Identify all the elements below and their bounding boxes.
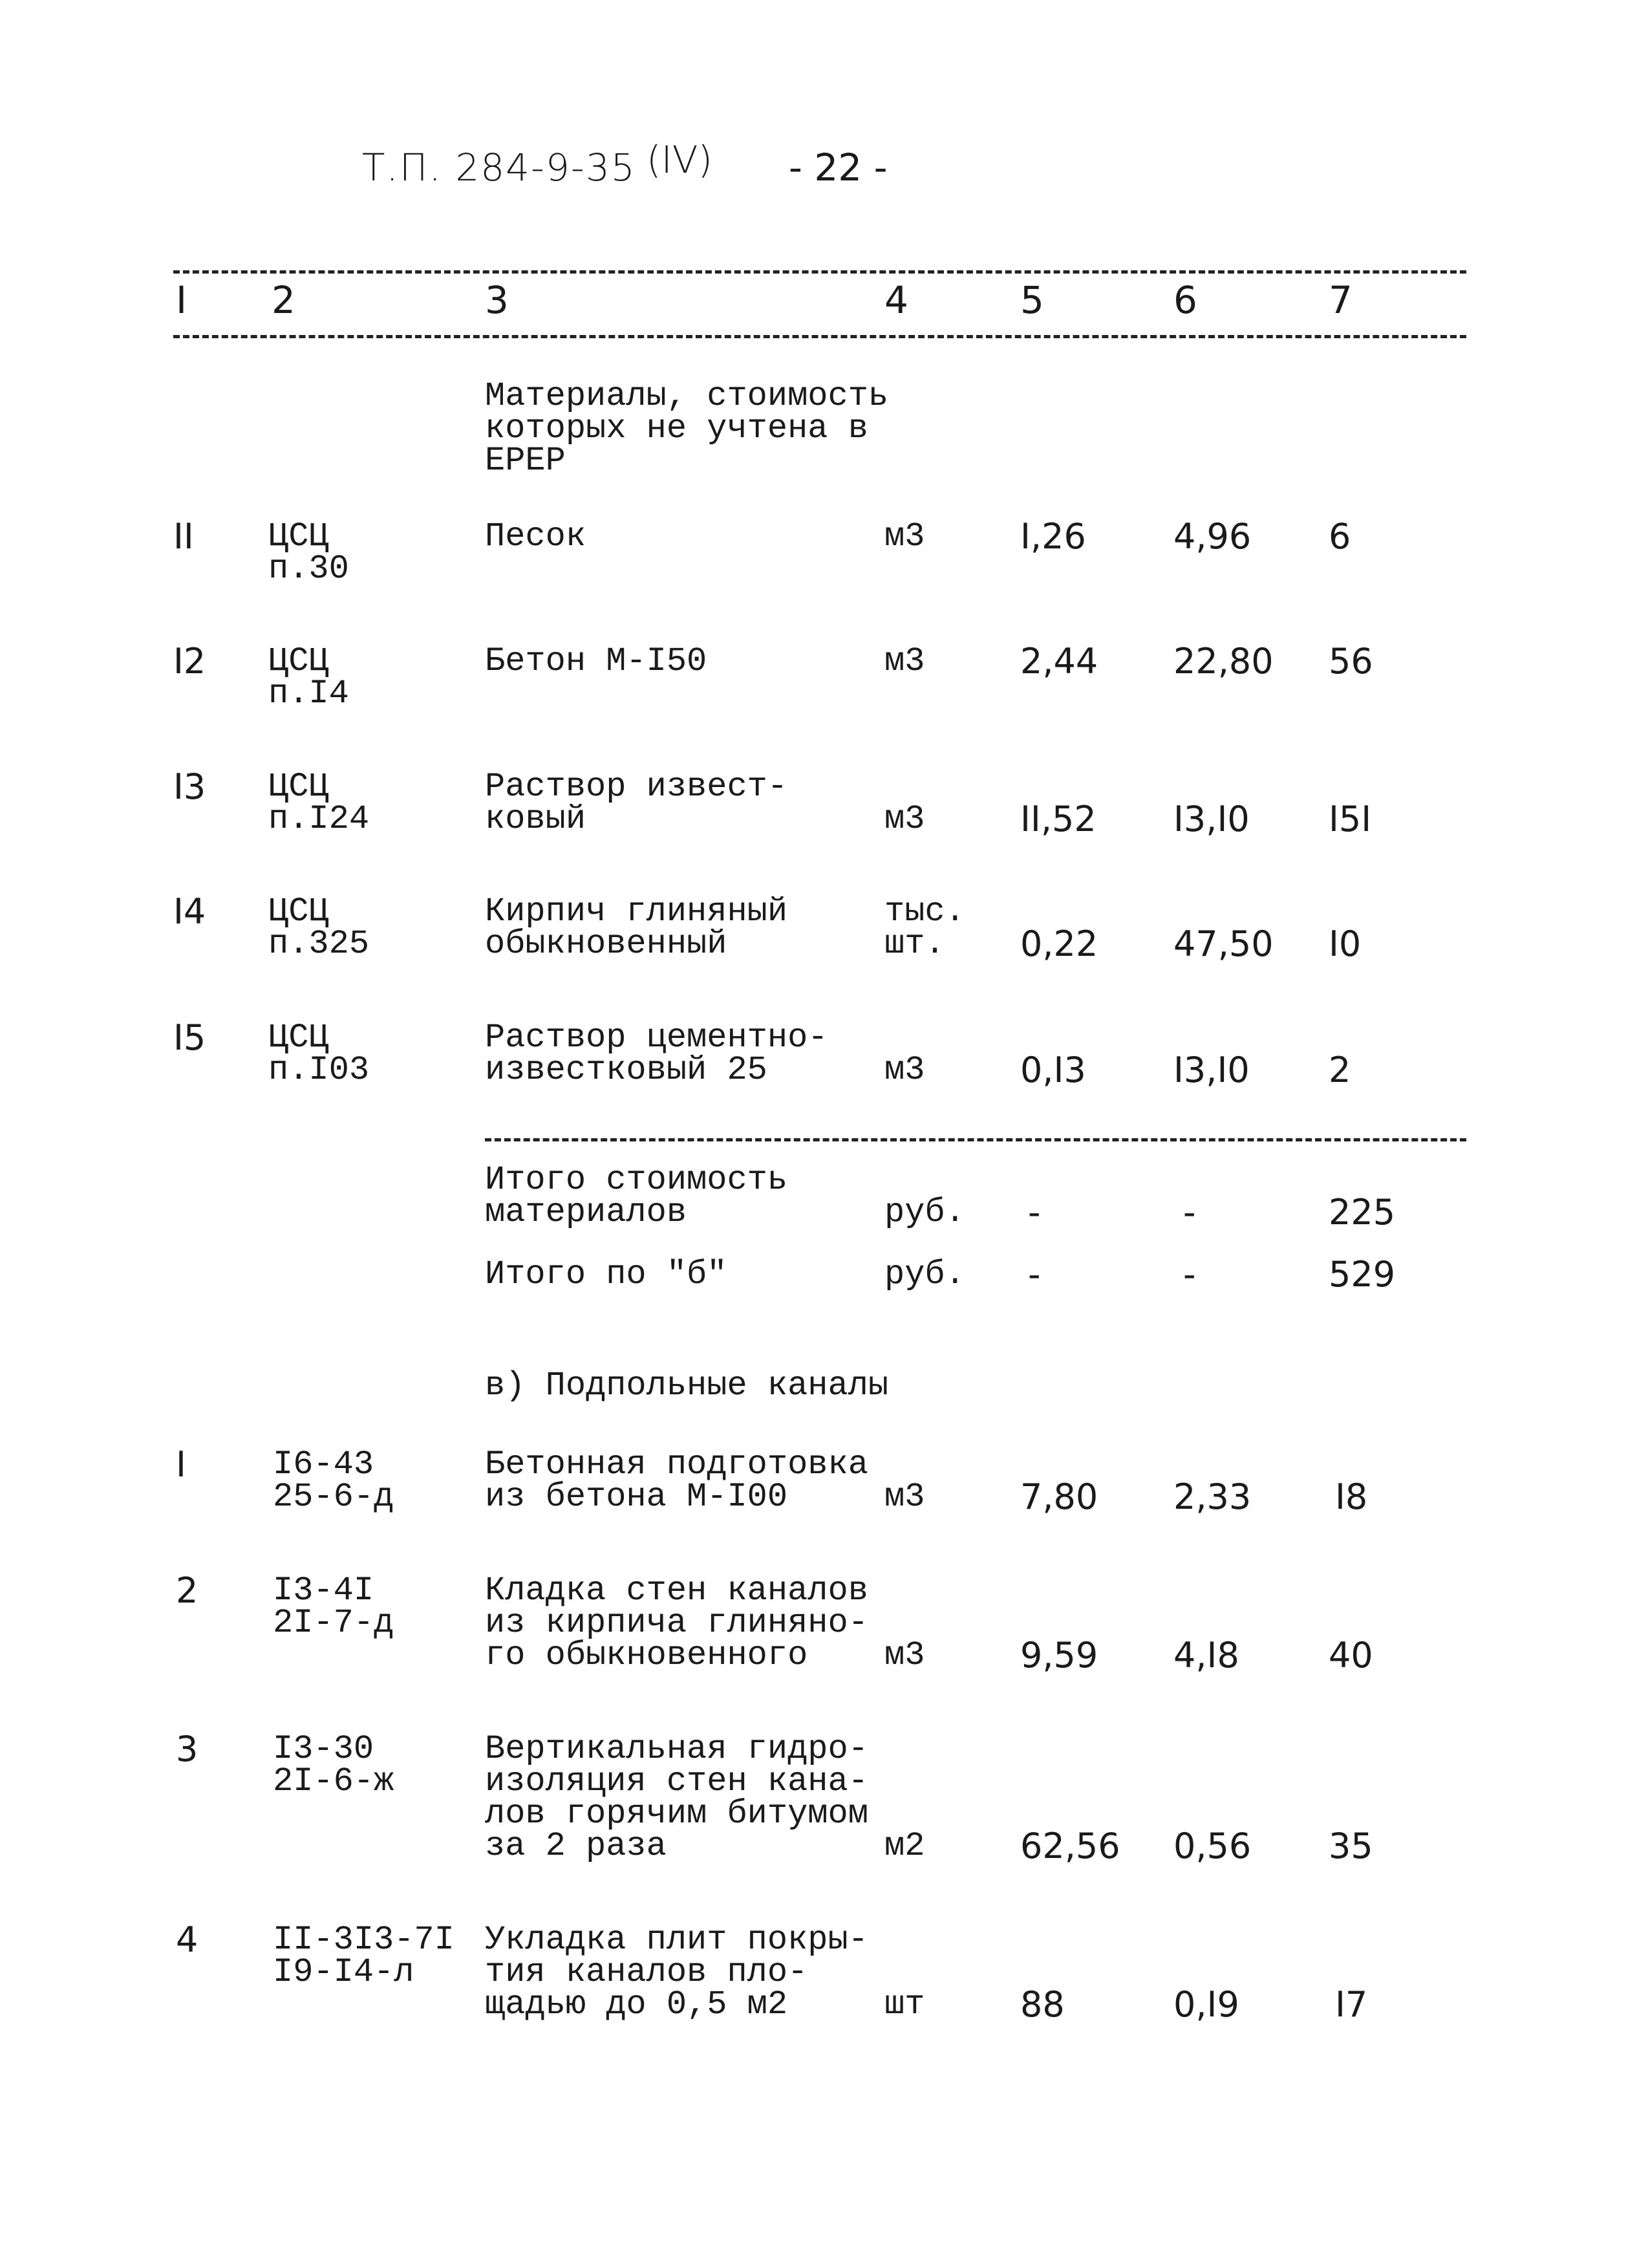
row-code: ЦСЦ п.325 [268,892,370,963]
row-number: 4 [176,1919,198,1960]
row-code: ЦСЦ п.I4 [268,642,349,713]
row-quantity: II,52 [1020,799,1096,839]
row-unit: тыс. шт. [884,892,965,963]
totals-name: Итого стоимость материалов [485,1161,788,1231]
row-unit: м3 [884,800,925,838]
totals-quantity: - [1028,1254,1041,1295]
row-number: II [173,516,194,557]
document-code: Т.П. 284-9-35 [362,146,636,189]
row-code: I6-43 25-6-д [273,1445,394,1516]
row-cost: 35 [1329,1826,1373,1866]
row-name: Вертикальная гидро- изоляция стен кана- лов горячим битумом за 2 раза [485,1730,868,1865]
row-quantity: 88 [1020,1984,1065,2025]
totals-name: Итого по "б" [485,1255,727,1293]
row-number: I2 [173,641,206,682]
totals-rule [485,1138,1466,1141]
row-number: I [176,1444,186,1485]
row-cost: I5I [1329,799,1372,839]
row-price: I3,I0 [1173,799,1250,839]
row-price: 22,80 [1173,641,1274,682]
row-name: Раствор цементно- известковый 25 [485,1019,828,1089]
column-header-2: 2 [272,278,295,322]
row-cost: I8 [1335,1476,1368,1517]
row-unit: м3 [884,517,925,556]
row-number: 2 [176,1570,198,1611]
section-title: в) Подпольные каналы [485,1366,889,1405]
totals-unit: руб. [884,1193,965,1231]
row-cost: 56 [1329,641,1373,682]
row-quantity: 62,56 [1020,1826,1120,1866]
page-number: - 22 - [789,146,888,189]
column-header-7: 7 [1329,278,1353,322]
column-header-5: 5 [1020,278,1044,322]
row-price: 4,96 [1173,516,1252,557]
row-code: I3-4I 2I-7-д [273,1571,394,1642]
column-header-3: 3 [485,278,509,322]
materials-heading: Материалы, стоимость которых не учтена в ЕРЕР [485,377,889,480]
row-cost: 40 [1329,1635,1373,1676]
totals-price: - [1183,1254,1196,1295]
table-top-rule [173,270,1466,274]
totals-cost: 529 [1329,1254,1396,1295]
totals-quantity: - [1028,1192,1041,1233]
document-part: (IV) [647,138,713,182]
row-quantity: 7,80 [1020,1476,1098,1517]
row-cost: I7 [1335,1984,1368,2025]
row-quantity: 9,59 [1020,1635,1098,1676]
row-price: 4,I8 [1173,1635,1239,1676]
page-header [0,138,1626,204]
row-cost: 2 [1329,1050,1351,1090]
row-name: Бетонная подготовка из бетона М-I00 [485,1445,868,1516]
row-number: I3 [173,766,206,807]
row-number: I5 [173,1017,206,1058]
row-number: I4 [173,891,206,932]
row-cost: I0 [1329,923,1362,964]
row-price: 0,I9 [1173,1984,1239,2025]
row-unit: м3 [884,642,925,680]
row-name: Раствор извест- ковый [485,768,788,838]
totals-cost: 225 [1329,1192,1396,1233]
row-unit: м3 [884,1636,925,1674]
row-code: ЦСЦ п.I24 [268,768,370,838]
column-header-1: I [176,278,187,322]
totals-price: - [1183,1192,1196,1233]
row-name: Укладка плит покры- тия каналов пло- щадью до 0,5 м2 [485,1921,868,2024]
row-quantity: I,26 [1020,516,1086,557]
totals-unit: руб. [884,1255,965,1293]
row-code: ЦСЦ п.30 [268,517,349,588]
row-name: Кирпич глиняный обыкновенный [485,892,788,963]
row-quantity: 2,44 [1020,641,1098,682]
row-name: Песок [485,517,586,556]
row-unit: м3 [884,1478,925,1516]
column-header-4: 4 [884,278,908,322]
row-quantity: 0,22 [1020,923,1098,964]
column-header-6: 6 [1173,278,1197,322]
row-unit: шт [884,1985,925,2024]
row-name: Кладка стен каналов из кирпича глиняно- го обыкновенного [485,1571,868,1674]
row-price: I3,I0 [1173,1050,1250,1090]
row-price: 0,56 [1173,1826,1252,1866]
row-code: ЦСЦ п.I03 [268,1019,370,1089]
row-quantity: 0,I3 [1020,1050,1086,1090]
table-header-rule [173,335,1466,338]
row-number: 3 [176,1729,198,1769]
row-price: 2,33 [1173,1476,1252,1517]
row-code: II-3I3-7I I9-I4-л [273,1921,455,1991]
row-code: I3-30 2I-6-ж [273,1730,394,1800]
row-unit: м3 [884,1051,925,1089]
row-price: 47,50 [1173,923,1274,964]
row-name: Бетон М-I50 [485,642,707,680]
row-unit: м2 [884,1827,925,1865]
row-cost: 6 [1329,516,1351,557]
